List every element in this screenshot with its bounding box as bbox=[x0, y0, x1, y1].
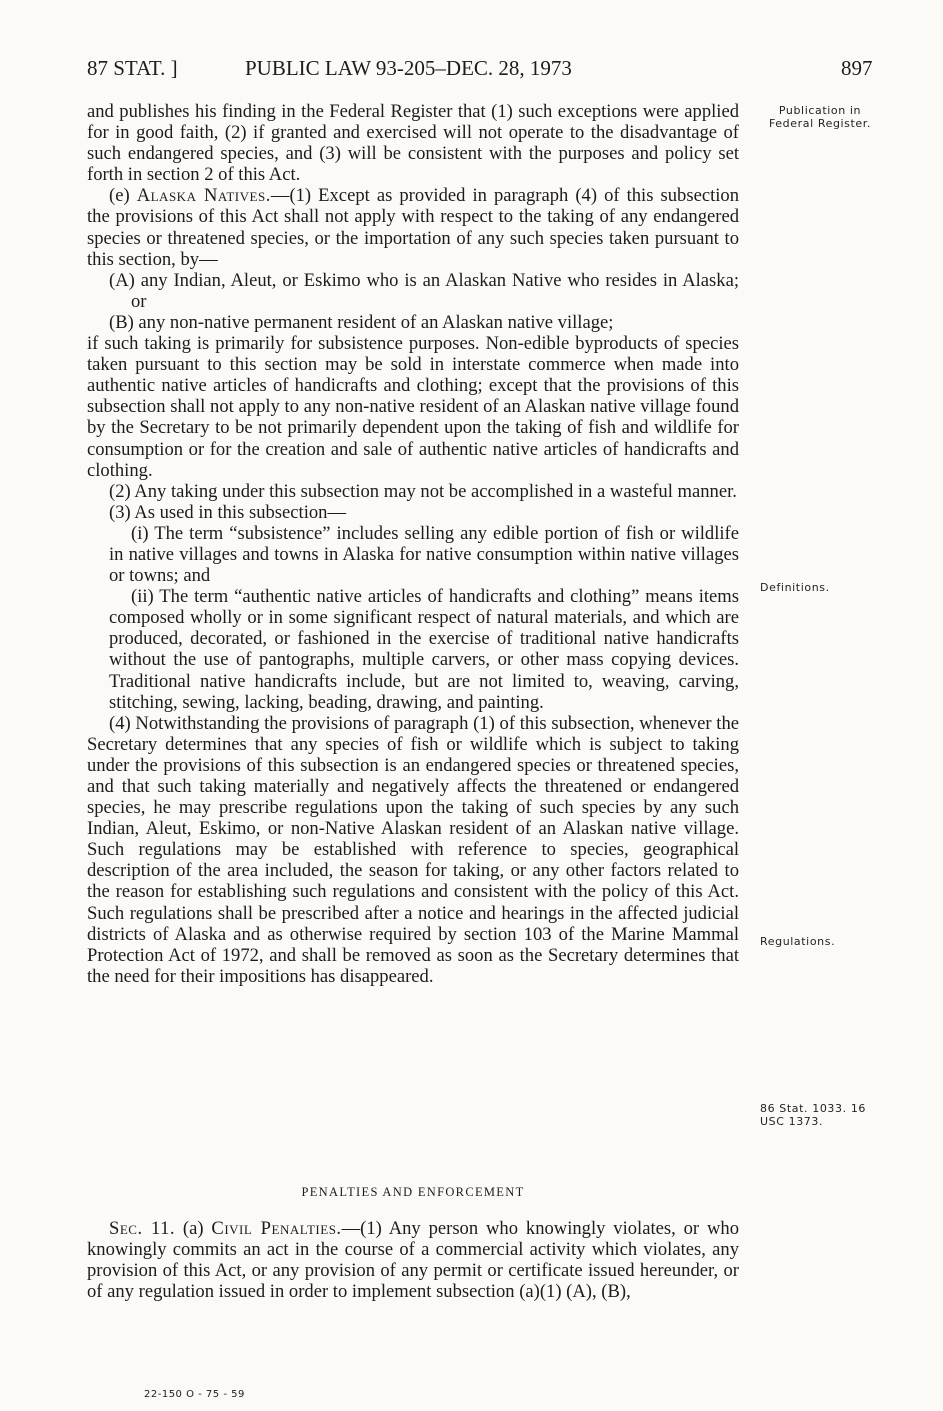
paragraph-intro: and publishes his finding in the Federal Register that (1) such exceptions were applied for in good faith, (2) if granted and exercised will not operate to the disadvantage of such endangered species, and (3) will be consistent with the purposes and policy set forth in section 2 of this Act. bbox=[87, 101, 739, 186]
subsection-a-heading: Civil Penalties. bbox=[211, 1218, 342, 1239]
paragraph-e-continued: if such taking is primarily for subsistence purposes. Non-edible byproducts of species taken pursuant to this section may be sold in interstate commerce when made into authentic native articles of handicrafts and clothing; except that the provisions of this subsection shall not apply to any non-native resident of an Alaskan native village found by the Secretary to be not primarily dependent upon the taking of fish and wildlife for consumption or for the creation and sale of authentic native articles of handicrafts and clothing. bbox=[87, 333, 739, 481]
margin-note-regulations: Regulations. bbox=[760, 935, 836, 948]
subsection-e-heading: Alaska Natives. bbox=[136, 185, 271, 207]
paragraph-2: (2) Any taking under this subsection may not be accomplished in a wasteful manner. bbox=[109, 480, 737, 502]
section-11-text bbox=[87, 1218, 739, 1302]
running-head-stat: 87 STAT. ] bbox=[87, 56, 178, 80]
definition-i: (i) The term “subsistence” includes selling any edible portion of fish or wildlife in native villages and towns in Alaska for native consumption within native villages or towns; and bbox=[109, 522, 739, 587]
clause-a: (A) any Indian, Aleut, or Eskimo who is an Alaskan Native who resides in Alaska; or bbox=[109, 269, 739, 312]
section-heading: PENALTIES AND ENFORCEMENT bbox=[301, 1185, 525, 1199]
paragraph-e bbox=[87, 185, 739, 269]
clause-b: (B) any non-native permanent resident of an Alaskan native village; bbox=[109, 311, 614, 333]
definition-ii: (ii) The term “authentic native articles of handicrafts and clothing” means items composed wholly or in some significant respect of natural materials, and which are produced, decorated, or fashioned in the exercise of traditional native handicrafts without the use of pantographs, multiple carvers, or other mass copying devices. Traditional native handicrafts include, but are not limited to, weaving, carving, stitching, sewing, lacking, beading, drawing, and painting. bbox=[109, 586, 739, 713]
section-label: Sec. 11. bbox=[109, 1218, 176, 1239]
paragraph-4: (4) Notwithstanding the provisions of paragraph (1) of this subsection, whenever the Secretary determines that any species of fish or wildlife which is subject to taking under the provisions of this subsection is an endangered species or threatened species, and that such taking materially and negatively affects the threatened or endangered species, he may prescribe regulations upon the taking of such species by any such Indian, Aleut, Eskimo, or non-Native Alaskan resident of an Alaskan native village. Such regulations may be established with reference to species, geographical description of the area included, the season for taking, or any other factors related to the reason for establishing such regulations and consistent with the policy of this Act. Such regulations shall be prescribed after a notice and hearings in the affected judicial districts of Alaska and as otherwise required by section 103 of the Marine Mammal Protection Act of 1972, and shall be removed as soon as the Secretary determines that the need for their impositions has disappeared. bbox=[87, 712, 739, 987]
margin-note-citations: 86 Stat. 1033. 16 USC 1373. bbox=[760, 1102, 867, 1128]
subsection-a-text: —(1) Any person who knowingly violates, or who knowingly commits an act in the course of a commercial activity which violates, any provision of this Act, or any provision of any permit or certificate issued hereunder, or of any regulation issued in order to implement subsection (a)(1) (A), (B), bbox=[87, 1218, 740, 1303]
margin-note-definitions: Definitions. bbox=[760, 581, 830, 594]
section-11-paragraph bbox=[87, 1218, 739, 1302]
body-text bbox=[87, 101, 739, 987]
subsection-a-label: (a) bbox=[182, 1218, 204, 1239]
margin-note-publication: Publication in Federal Register. bbox=[768, 104, 872, 130]
page-number: 897 bbox=[841, 56, 873, 80]
running-head-title: PUBLIC LAW 93-205–DEC. 28, 1973 bbox=[245, 56, 572, 80]
footer-print-code: 22-150 O - 75 - 59 bbox=[144, 1389, 245, 1400]
subsection-e-text: —(1) Except as provided in paragraph (4) of this subsection the provisions of this Act shall not apply with respect to the taking of any endangered species or threatened species, or the importation of any such species taken pursuant to this section, by— bbox=[87, 185, 739, 270]
subsection-e-label: (e) bbox=[109, 185, 130, 207]
paragraph-3: (3) As used in this subsection— bbox=[109, 501, 347, 523]
